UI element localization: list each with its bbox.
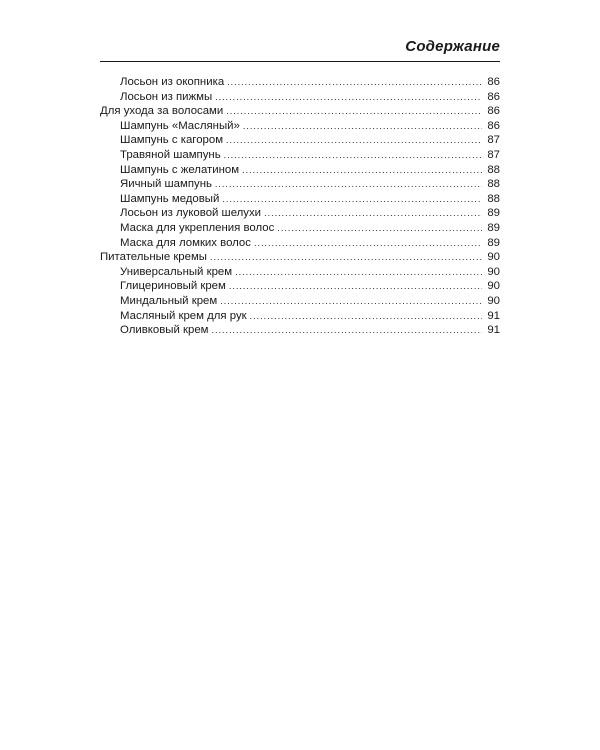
toc-entry-page: 86 [487,105,500,118]
toc-dot-leader [215,90,482,105]
toc-section-entry [100,250,500,265]
toc-entry-title: Оливковый крем [120,324,209,337]
toc-entry [100,206,500,221]
toc-entry-title: Яичный шампунь [120,178,212,191]
toc-dot-leader [254,236,482,251]
toc-entry [100,294,500,309]
toc-entry-page: 88 [487,178,500,191]
toc-entry [100,221,500,236]
toc-entry-title: Маска для ломких волос [120,236,251,249]
toc-entry [100,75,500,90]
toc-dot-leader [277,221,482,236]
toc-entry-page: 86 [487,90,500,103]
running-header-title: Содержание [405,38,500,55]
toc-entry-title: Универсальный крем [120,265,233,278]
toc-entry-page: 86 [487,119,500,132]
toc-entry [100,148,500,163]
toc-dot-leader [250,309,482,324]
toc-dot-leader [222,192,482,207]
toc-dot-leader [226,104,482,119]
toc-entry-title: Питательные кремы [100,251,207,264]
toc-entry-title: Шампунь с желатином [120,163,240,176]
toc-entry-page: 88 [487,192,500,205]
toc-entry-title: Лосьон из луковой шелухи [120,207,262,220]
toc-entry-title: Лосьон из пижмы [120,90,213,103]
toc-entry [100,90,500,105]
toc-entry-page: 88 [487,163,500,176]
toc-entry [100,265,500,280]
toc-entry-title: Маска для укрепления волос [120,221,275,234]
toc-entry-title: Шампунь с кагором [120,134,224,147]
toc-dot-leader [215,177,482,192]
toc-section-entry [100,104,500,119]
toc-entry-page: 90 [487,294,500,307]
toc-dot-leader [229,279,482,294]
toc-entry [100,236,500,251]
toc-entry [100,323,500,338]
toc-entry-title: Для ухода за волосами [100,105,224,118]
toc-entry-title: Травяной шампунь [120,148,221,161]
toc-dot-leader [212,323,483,338]
toc-dot-leader [243,119,482,134]
toc-entry-page: 90 [487,280,500,293]
toc-entry-page: 86 [487,76,500,88]
toc-dot-leader [235,265,482,280]
toc-entry-page: 87 [487,148,500,161]
toc-entry [100,133,500,148]
toc-entry-page: 91 [487,309,500,322]
toc-dot-leader [242,163,482,178]
toc-entry-title: Глицериновый крем [120,280,226,293]
toc-dot-leader [210,250,482,265]
toc-dot-leader [224,148,482,163]
toc-entry-page: 90 [487,265,500,278]
toc-entry [100,119,500,134]
header-rule [100,61,500,62]
table-of-contents [100,75,500,338]
toc-dot-leader [264,206,482,221]
toc-dot-leader [226,133,482,148]
toc-entry-page: 89 [487,221,500,234]
toc-entry [100,163,500,178]
toc-entry-title: Масляный крем для рук [120,309,247,322]
toc-entry-title: Шампунь «Масляный» [120,119,240,132]
toc-entry-page: 91 [487,324,500,337]
toc-dot-leader [220,294,482,309]
toc-entry-title: Лосьон из окопника [120,76,225,88]
toc-entry-title: Миндальный крем [120,294,218,307]
toc-entry-page: 89 [487,236,500,249]
toc-entry [100,177,500,192]
toc-entry-title: Шампунь медовый [120,192,220,205]
toc-entry-page: 89 [487,207,500,220]
toc-entry [100,309,500,324]
toc-dot-leader [227,75,482,90]
toc-entry [100,279,500,294]
toc-entry [100,192,500,207]
toc-entry-page: 87 [487,134,500,147]
toc-entry-page: 90 [487,251,500,264]
